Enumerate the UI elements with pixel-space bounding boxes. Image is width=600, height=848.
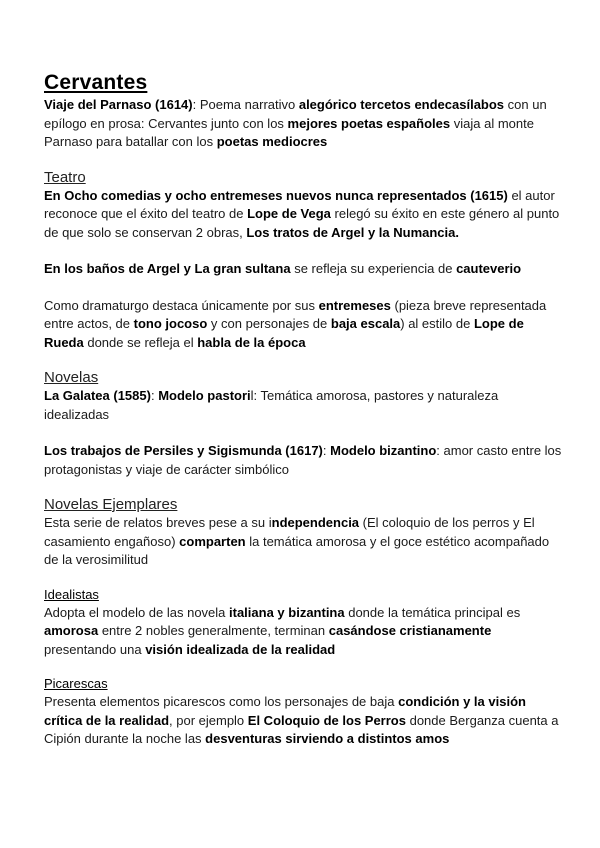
text-run: :: [322, 443, 331, 458]
subheading-picarescas: Picarescas: [44, 676, 108, 691]
bold-text-run: Lope de Rueda: [44, 316, 524, 350]
document-body: [44, 70, 564, 749]
bold-text-run: desventuras sirviendo a distintos amos: [205, 731, 450, 746]
text-run: relegó su éxito en este género al punto de que solo se conservan 2 obras,: [44, 206, 560, 240]
bold-text-run: El Coloquio de los Perros: [247, 712, 406, 728]
bold-text-run: Viaje del Parnaso (1614): [44, 97, 193, 112]
subheading-idealistas: Idealistas: [44, 586, 99, 602]
text-run: :: [150, 388, 159, 403]
teatro-paragraph-1: [44, 187, 564, 243]
section-heading-novelas-ejemplares: Novelas Ejemplares: [44, 496, 178, 513]
bold-text-run: entremeses: [318, 297, 391, 313]
bold-text-run: alegórico tercetos endecasílabos: [298, 97, 505, 112]
text-run: viaja al monte Parnaso para batallar con los: [44, 115, 534, 149]
text-run: Adopta el modelo de las novela: [44, 604, 230, 620]
bold-text-run: baja escala: [330, 316, 401, 331]
section-heading-teatro: Teatro: [44, 168, 86, 186]
page-title: Cervantes: [44, 71, 148, 94]
bold-text-run: cauteverio: [456, 261, 522, 276]
text-run: y con personajes de: [207, 316, 331, 331]
novelas-paragraph-2: [44, 442, 564, 479]
bold-text-run: italiana y bizantina: [229, 604, 345, 620]
bold-text-run: En los baños de Argel y La gran sultana: [44, 261, 291, 276]
text-run: (pieza breve representada entre actos, de: [44, 297, 547, 331]
section-heading-novelas: Novelas: [44, 369, 99, 386]
bold-text-run: tono jocoso: [133, 316, 208, 331]
bold-text-run: ndependencia: [271, 515, 360, 530]
text-run: ) al estilo de: [400, 316, 474, 331]
bold-text-run: La Galatea (1585): [44, 388, 151, 403]
bold-text-run: habla de la época: [197, 334, 306, 350]
teatro-paragraph-3: [44, 297, 564, 353]
novelas-paragraph-1: [44, 387, 564, 424]
text-run: entre 2 nobles generalmente, terminan: [98, 623, 329, 638]
text-run: : amor casto entre los protagonistas y viaje de carácter simbólico: [44, 443, 562, 477]
bold-text-run: condición y la visión crítica de la realidad: [44, 694, 526, 728]
text-run: se refleja su experiencia de: [290, 261, 457, 276]
text-run: donde Berganza cuenta a Cipión durante la noche las: [44, 712, 559, 746]
bold-text-run: Los tratos de Argel y la Numancia.: [246, 224, 459, 240]
ejemplares-paragraph: [44, 514, 564, 570]
bold-text-run: Modelo bizantino: [330, 443, 437, 458]
picarescas-paragraph: [44, 693, 564, 749]
idealistas-paragraph: [44, 604, 564, 660]
bold-text-run: visión idealizada de la realidad: [145, 641, 336, 657]
bold-text-run: comparten: [179, 533, 246, 549]
text-run: Esta serie de relatos breves pese a su i: [44, 515, 272, 530]
intro-paragraph: [44, 96, 564, 152]
bold-text-run: En Ocho comedias y ocho entremeses nuevos nunca representados (1615): [44, 187, 508, 203]
bold-text-run: poetas mediocres: [216, 134, 328, 149]
text-run: , por ejemplo: [169, 712, 248, 728]
text-run: Presenta elementos picarescos como los personajes de baja: [44, 694, 399, 709]
text-run: la temática amorosa y el goce estético acompañado de la verosimilitud: [44, 533, 550, 567]
bold-text-run: casándose cristianamente: [328, 623, 492, 638]
text-run: el autor reconoce que el éxito del teatro de: [44, 187, 555, 221]
text-run: presentando una: [44, 641, 146, 657]
text-run: con un epílogo en prosa: Cervantes junto con los: [44, 97, 547, 131]
bold-text-run: Los trabajos de Persiles y Sigismunda (1617): [44, 443, 323, 458]
text-run: donde se refleja el: [83, 334, 198, 350]
text-run: : Poema narrativo: [192, 97, 299, 112]
text-run: Como dramaturgo destaca únicamente por sus: [44, 297, 319, 313]
bold-text-run: mejores poetas españoles: [287, 115, 451, 131]
bold-text-run: Lope de Vega: [247, 206, 331, 221]
text-run: donde la temática principal es: [344, 604, 521, 620]
teatro-paragraph-2: [44, 260, 564, 279]
bold-text-run: amorosa: [44, 623, 99, 638]
text-run: (El coloquio de los perros y El casamiento engañoso): [44, 515, 535, 549]
bold-text-run: Modelo pastori: [158, 388, 251, 403]
text-run: l: Temática amorosa, pastores y naturaleza idealizadas: [44, 388, 499, 422]
